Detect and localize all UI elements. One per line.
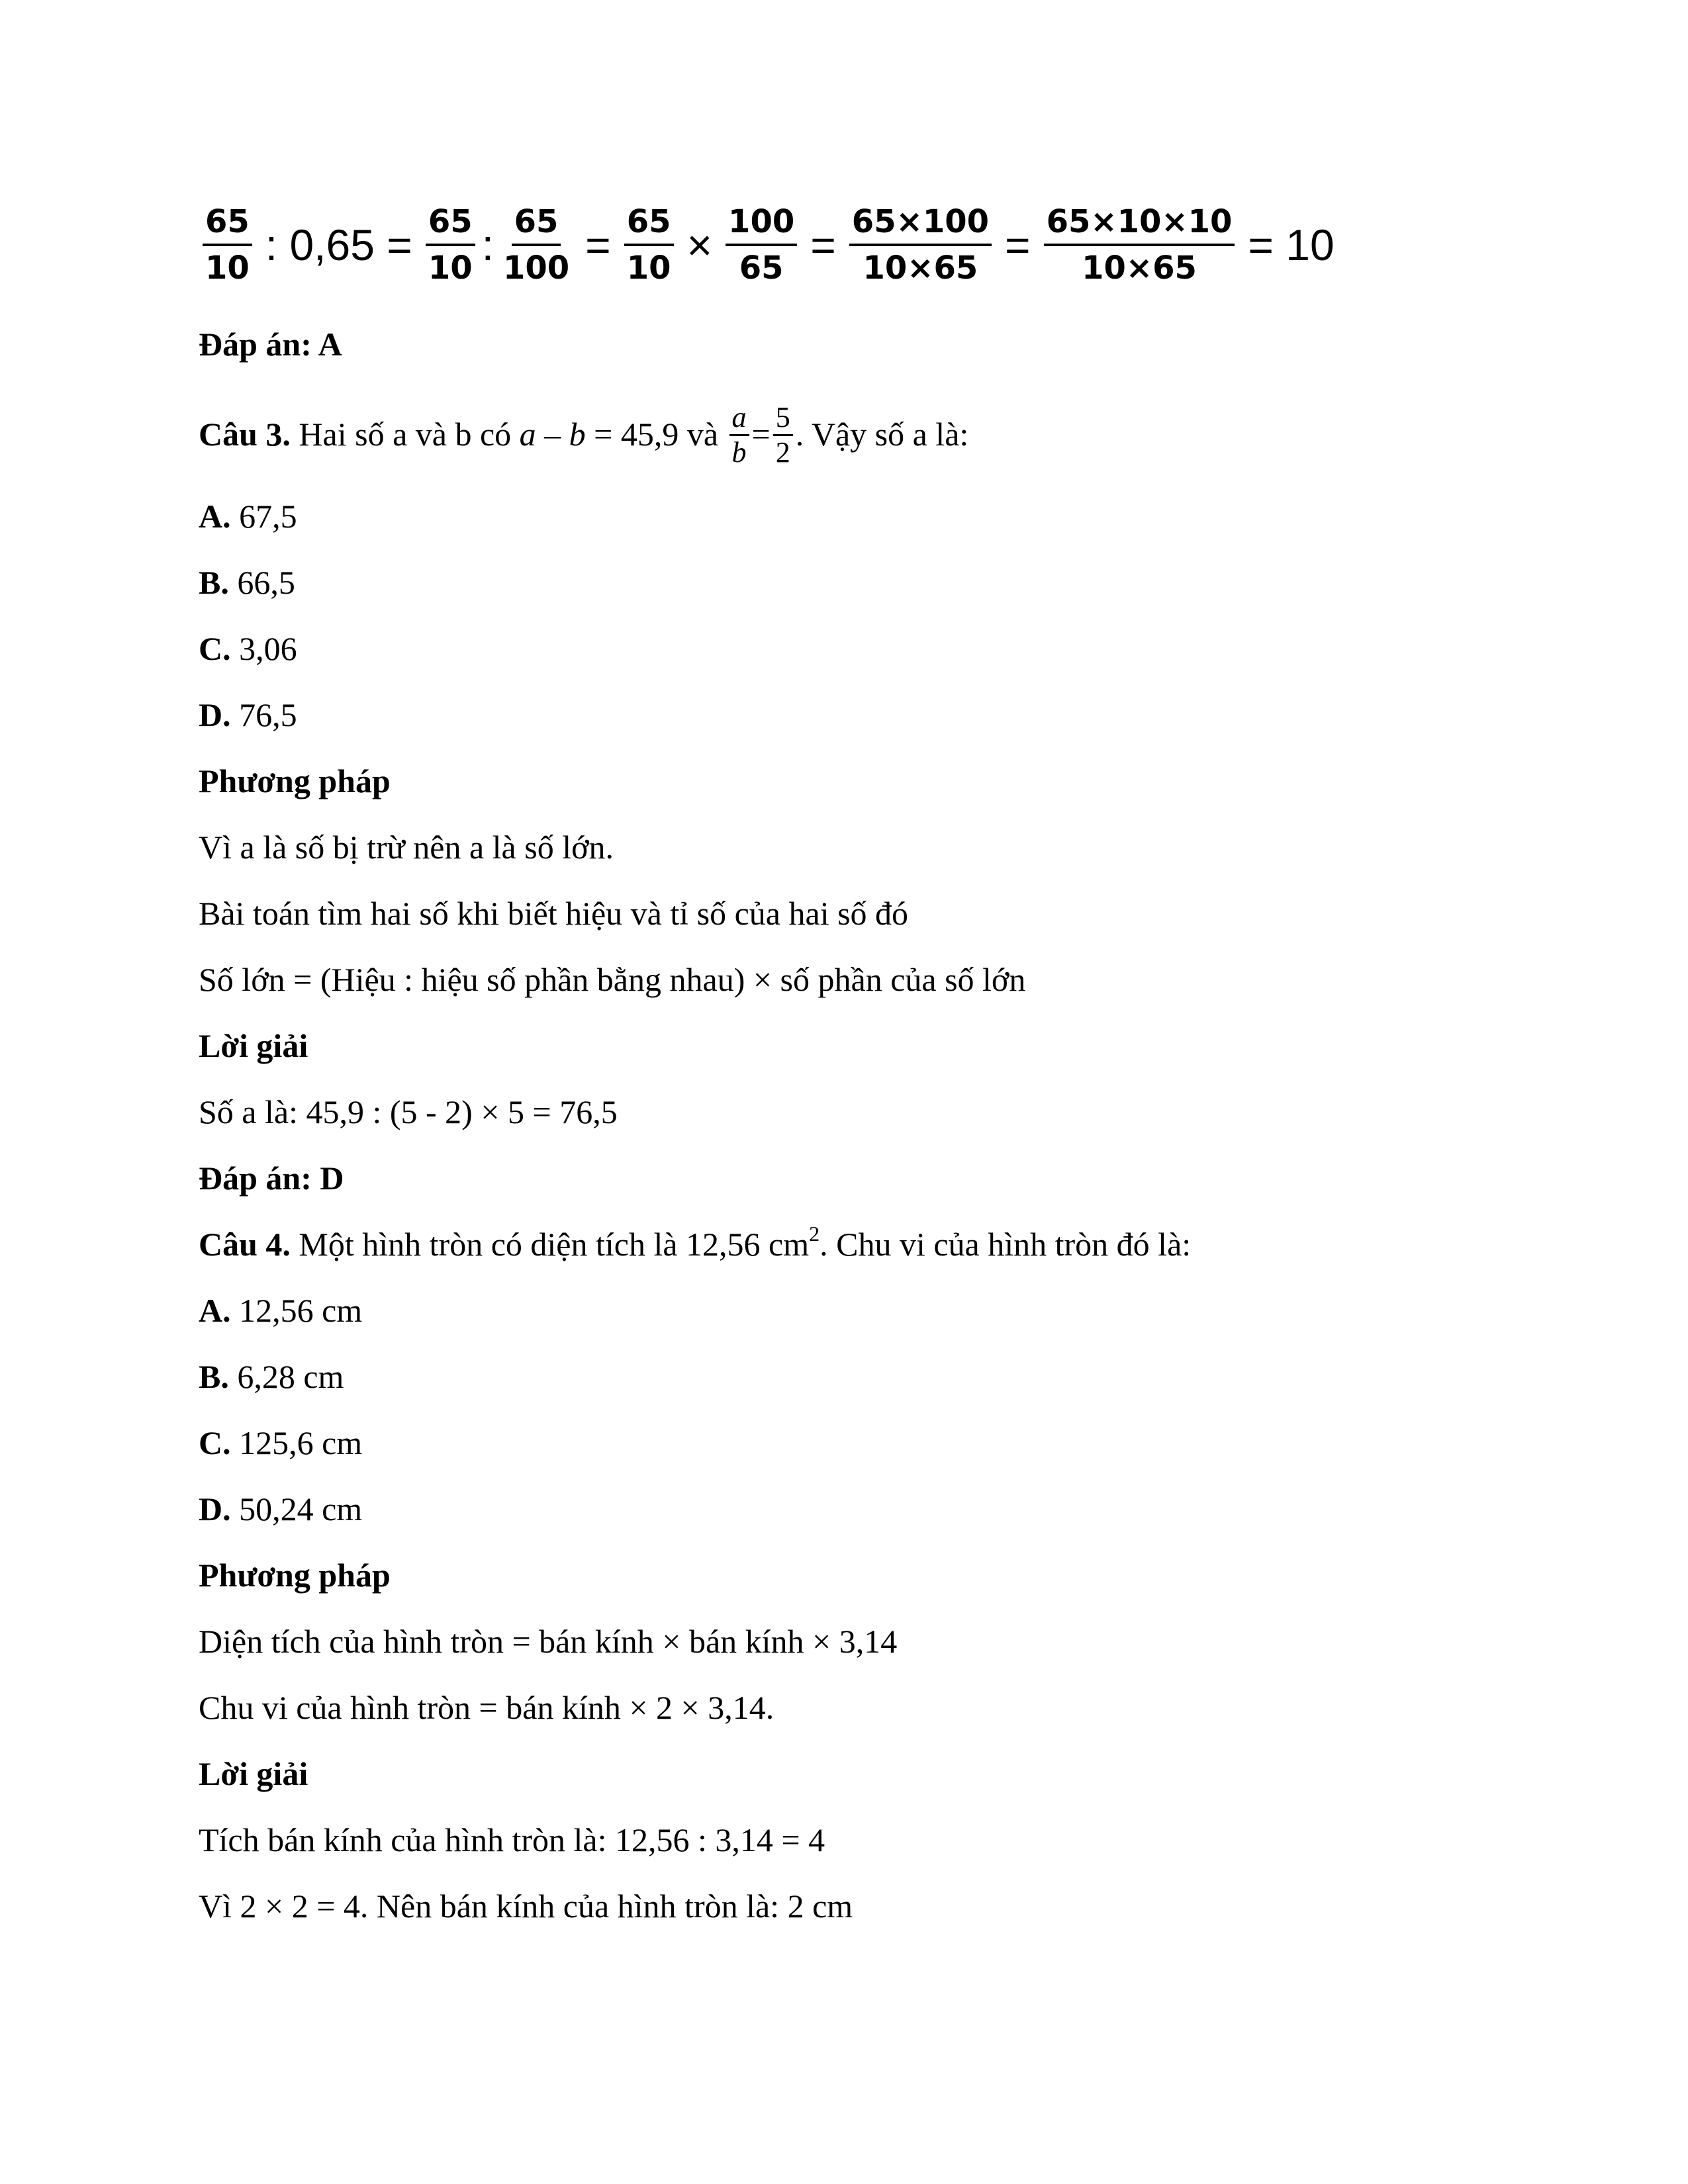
equation-operator: : 0,65 = (265, 220, 412, 269)
option-value: 76,5 (230, 696, 297, 733)
option-value: 66,5 (228, 564, 295, 601)
fraction-numerator: 65 (426, 203, 475, 246)
fraction-product (1044, 203, 1235, 287)
fraction-65-10 (624, 203, 674, 287)
option-value: 12,56 cm (230, 1292, 363, 1329)
question-3 (199, 401, 969, 471)
question-label: Câu 4. (199, 1226, 291, 1263)
answer-line: Đáp án: D (199, 1160, 344, 1197)
option-key: A. (199, 498, 231, 535)
question-text: Một hình tròn có diện tích là 12,56 cm (290, 1226, 810, 1263)
fraction-product (849, 203, 992, 287)
option-b (199, 563, 295, 602)
option-d (199, 695, 297, 735)
option-c (199, 1423, 362, 1463)
equation-operator: = (1005, 220, 1031, 269)
option-key: C. (199, 630, 231, 667)
fraction-numerator: 65×10×10 (1044, 203, 1235, 246)
equation-operator: : (481, 220, 494, 269)
equation-operator: = (585, 220, 611, 269)
option-key: C. (199, 1424, 231, 1461)
question-text: . Chu vi của hình tròn đó là: (820, 1226, 1192, 1263)
option-b (199, 1357, 344, 1396)
method-heading: Phương pháp (199, 1557, 391, 1594)
fraction-denominator: 2 (775, 436, 790, 469)
option-c (199, 629, 297, 668)
option-value: 6,28 cm (228, 1358, 344, 1395)
method-line: Số lớn = (Hiệu : hiệu số phần bằng nhau) × số phần của số lớn (199, 961, 1026, 998)
option-key: B. (199, 564, 229, 601)
question-text: Hai số a và b có (290, 415, 520, 453)
division-equation (199, 199, 1344, 291)
option-value: 125,6 cm (230, 1424, 363, 1461)
option-d (199, 1489, 362, 1529)
option-value: 50,24 cm (230, 1490, 363, 1527)
math-var: b (569, 415, 586, 453)
equation-operator: × (686, 220, 713, 269)
method-line: Diện tích của hình tròn = bán kính × bán kính × 3,14 (199, 1623, 898, 1660)
fraction-denominator: b (731, 436, 747, 469)
fraction-denominator: 100 (502, 250, 570, 287)
fraction-denominator: 10 (205, 250, 250, 287)
equation-result: = 10 (1248, 220, 1335, 269)
fraction-a-b (729, 402, 749, 468)
option-a (199, 1291, 362, 1330)
math-operator: – (536, 415, 569, 453)
method-line: Bài toán tìm hai số khi biết hiệu và tỉ số của hai số đó (199, 895, 909, 932)
fraction-denominator: 10 (626, 250, 671, 287)
question-4 (199, 1224, 1191, 1264)
method-line: Vì a là số bị trừ nên a là số lớn. (199, 829, 614, 866)
answer-line: Đáp án: A (199, 326, 342, 363)
fraction-65-10 (203, 203, 252, 287)
math-operator: = (751, 415, 771, 453)
option-key: D. (199, 696, 231, 733)
solution-line: Vì 2 × 2 = 4. Nên bán kính của hình tròn là: 2 cm (199, 1888, 853, 1925)
fraction-denominator: 65 (739, 250, 784, 287)
option-key: D. (199, 1490, 231, 1527)
fraction-numerator: a (729, 402, 749, 436)
option-key: B. (199, 1358, 229, 1395)
solution-heading: Lời giải (199, 1027, 308, 1064)
superscript: 2 (809, 1222, 820, 1246)
question-text: = 45,9 và (585, 415, 727, 453)
solution-line: Tích bán kính của hình tròn là: 12,56 : 3,14 = 4 (199, 1821, 825, 1858)
fraction-numerator: 65 (203, 203, 252, 246)
fraction-65-100 (500, 203, 572, 287)
solution-line: Số a là: 45,9 : (5 - 2) × 5 = 76,5 (199, 1093, 618, 1130)
fraction-denominator: 10×65 (863, 250, 978, 287)
fraction-65-10 (426, 203, 475, 287)
question-label: Câu 3. (199, 415, 291, 453)
question-text: . Vậy số a là: (795, 415, 969, 453)
fraction-denominator: 10×65 (1082, 250, 1197, 287)
fraction-denominator: 10 (428, 250, 473, 287)
option-a (199, 496, 297, 536)
fraction-5-2 (773, 402, 793, 468)
method-heading: Phương pháp (199, 762, 391, 799)
fraction-numerator: 5 (773, 402, 793, 436)
option-value: 3,06 (230, 630, 297, 667)
fraction-numerator: 100 (726, 203, 797, 246)
math-var: a (519, 415, 536, 453)
equation-operator: = (810, 220, 836, 269)
option-key: A. (199, 1292, 231, 1329)
solution-heading: Lời giải (199, 1755, 308, 1792)
fraction-numerator: 65 (624, 203, 674, 246)
fraction-100-65 (726, 203, 797, 287)
method-line: Chu vi của hình tròn = bán kính × 2 × 3,14. (199, 1689, 774, 1726)
option-value: 67,5 (230, 498, 297, 535)
fraction-numerator: 65×100 (849, 203, 992, 246)
fraction-numerator: 65 (512, 203, 561, 246)
